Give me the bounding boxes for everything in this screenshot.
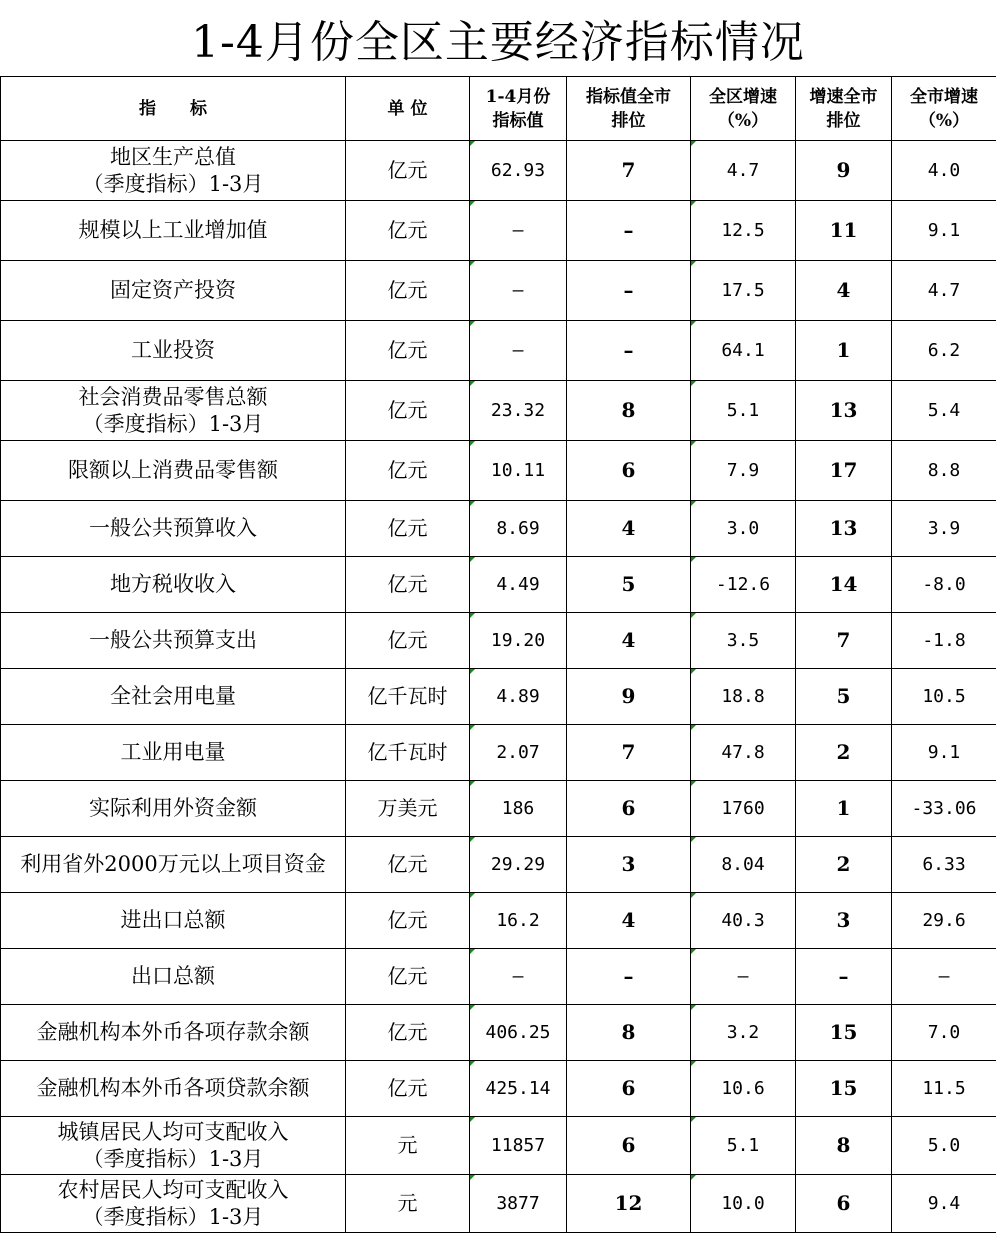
district-growth-cell: 3.0 — [691, 501, 796, 557]
indicator-name: 一般公共预算收入 — [1, 501, 346, 557]
growth-rank-cell: 1 — [796, 321, 892, 381]
city-growth-cell: 4.7 — [892, 261, 996, 321]
page-title: 1-4月份全区主要经济指标情况 — [191, 17, 805, 68]
unit-cell: 亿元 — [346, 1005, 470, 1061]
district-growth-cell: 10.6 — [691, 1061, 796, 1117]
value-cell: 8.69 — [470, 501, 567, 557]
value-cell: 62.93 — [470, 141, 567, 201]
district-growth-cell: 5.1 — [691, 381, 796, 441]
growth-rank-cell: 15 — [796, 1005, 892, 1061]
growth-rank-cell: 17 — [796, 441, 892, 501]
city-growth-cell: 9.1 — [892, 725, 996, 781]
city-growth-cell: 6.2 — [892, 321, 996, 381]
value-cell: – — [470, 949, 567, 1005]
unit-cell: 亿元 — [346, 381, 470, 441]
table-row — [1, 261, 996, 321]
value-rank-cell: – — [567, 261, 691, 321]
table-row — [1, 321, 996, 381]
district-growth-cell: 10.0 — [691, 1175, 796, 1233]
city-growth-cell: 9.1 — [892, 201, 996, 261]
value-rank-cell: 5 — [567, 557, 691, 613]
growth-rank-cell: 15 — [796, 1061, 892, 1117]
unit-cell: 亿元 — [346, 613, 470, 669]
indicator-name: 固定资产投资 — [1, 261, 346, 321]
growth-rank-cell: 13 — [796, 501, 892, 557]
growth-rank-cell: 5 — [796, 669, 892, 725]
table-row — [1, 381, 996, 441]
indicator-name: 地方税收收入 — [1, 557, 346, 613]
table-row — [1, 1061, 996, 1117]
unit-cell: 亿元 — [346, 261, 470, 321]
table-row — [1, 501, 996, 557]
value-rank-cell: 6 — [567, 1061, 691, 1117]
value-cell: – — [470, 261, 567, 321]
city-growth-cell: 3.9 — [892, 501, 996, 557]
value-rank-cell: 6 — [567, 781, 691, 837]
table-row — [1, 781, 996, 837]
header-city-growth: 全市增速 （%） — [892, 77, 996, 141]
growth-rank-cell: 9 — [796, 141, 892, 201]
header-value-rank: 指标值全市 排位 — [567, 77, 691, 141]
city-growth-cell: 5.0 — [892, 1117, 996, 1175]
district-growth-cell: -12.6 — [691, 557, 796, 613]
district-growth-cell: 5.1 — [691, 1117, 796, 1175]
value-rank-cell: 9 — [567, 669, 691, 725]
value-rank-cell: 4 — [567, 893, 691, 949]
growth-rank-cell: 6 — [796, 1175, 892, 1233]
value-rank-cell: 3 — [567, 837, 691, 893]
unit-cell: 亿元 — [346, 837, 470, 893]
unit-cell: 元 — [346, 1175, 470, 1233]
city-growth-cell: 9.4 — [892, 1175, 996, 1233]
city-growth-cell: – — [892, 949, 996, 1005]
growth-rank-cell: 14 — [796, 557, 892, 613]
value-rank-cell: 7 — [567, 141, 691, 201]
header-growth-rank: 增速全市 排位 — [796, 77, 892, 141]
unit-cell: 亿千瓦时 — [346, 669, 470, 725]
district-growth-cell: 17.5 — [691, 261, 796, 321]
district-growth-cell: 40.3 — [691, 893, 796, 949]
unit-cell: 亿元 — [346, 949, 470, 1005]
city-growth-cell: 8.8 — [892, 441, 996, 501]
unit-cell: 亿元 — [346, 441, 470, 501]
growth-rank-cell: – — [796, 949, 892, 1005]
indicator-name: 农村居民人均可支配收入 （季度指标）1-3月 — [1, 1175, 346, 1233]
value-cell: 425.14 — [470, 1061, 567, 1117]
growth-rank-cell: 2 — [796, 837, 892, 893]
city-growth-cell: 29.6 — [892, 893, 996, 949]
table-row — [1, 1005, 996, 1061]
value-rank-cell: 4 — [567, 613, 691, 669]
district-growth-cell: 64.1 — [691, 321, 796, 381]
indicator-name: 金融机构本外币各项贷款余额 — [1, 1061, 346, 1117]
value-cell: 23.32 — [470, 381, 567, 441]
value-cell: – — [470, 321, 567, 381]
unit-cell: 万美元 — [346, 781, 470, 837]
value-cell: 16.2 — [470, 893, 567, 949]
indicator-name: 利用省外2000万元以上项目资金 — [1, 837, 346, 893]
city-growth-cell: 7.0 — [892, 1005, 996, 1061]
table-row — [1, 949, 996, 1005]
growth-rank-cell: 7 — [796, 613, 892, 669]
unit-cell: 亿元 — [346, 501, 470, 557]
district-growth-cell: – — [691, 949, 796, 1005]
value-cell: 29.29 — [470, 837, 567, 893]
value-rank-cell: – — [567, 321, 691, 381]
value-cell: – — [470, 201, 567, 261]
value-rank-cell: 12 — [567, 1175, 691, 1233]
value-cell: 4.49 — [470, 557, 567, 613]
indicator-name: 限额以上消费品零售额 — [1, 441, 346, 501]
district-growth-cell: 12.5 — [691, 201, 796, 261]
value-rank-cell: – — [567, 949, 691, 1005]
city-growth-cell: -8.0 — [892, 557, 996, 613]
indicator-name: 工业用电量 — [1, 725, 346, 781]
growth-rank-cell: 1 — [796, 781, 892, 837]
table-row — [1, 1175, 996, 1233]
table-row — [1, 201, 996, 261]
indicator-name: 工业投资 — [1, 321, 346, 381]
table-row — [1, 1117, 996, 1175]
district-growth-cell: 8.04 — [691, 837, 796, 893]
district-growth-cell: 4.7 — [691, 141, 796, 201]
header-value: 1-4月份 指标值 — [470, 77, 567, 141]
city-growth-cell: 6.33 — [892, 837, 996, 893]
indicator-name: 全社会用电量 — [1, 669, 346, 725]
table-row — [1, 557, 996, 613]
growth-rank-cell: 2 — [796, 725, 892, 781]
table-row — [1, 725, 996, 781]
value-cell: 2.07 — [470, 725, 567, 781]
value-rank-cell: 8 — [567, 381, 691, 441]
header-district-growth: 全区增速 （%） — [691, 77, 796, 141]
city-growth-cell: 4.0 — [892, 141, 996, 201]
header-unit: 单 位 — [346, 77, 470, 141]
city-growth-cell: -33.06 — [892, 781, 996, 837]
district-growth-cell: 3.5 — [691, 613, 796, 669]
unit-cell: 亿元 — [346, 1061, 470, 1117]
indicator-name: 地区生产总值 （季度指标）1-3月 — [1, 141, 346, 201]
value-rank-cell: – — [567, 201, 691, 261]
unit-cell: 亿元 — [346, 201, 470, 261]
city-growth-cell: 11.5 — [892, 1061, 996, 1117]
unit-cell: 元 — [346, 1117, 470, 1175]
header-indicator: 指 标 — [1, 77, 346, 141]
district-growth-cell: 47.8 — [691, 725, 796, 781]
value-rank-cell: 6 — [567, 441, 691, 501]
unit-cell: 亿千瓦时 — [346, 725, 470, 781]
district-growth-cell: 1760 — [691, 781, 796, 837]
unit-cell: 亿元 — [346, 557, 470, 613]
table-row — [1, 613, 996, 669]
value-cell: 11857 — [470, 1117, 567, 1175]
value-cell: 186 — [470, 781, 567, 837]
growth-rank-cell: 13 — [796, 381, 892, 441]
city-growth-cell: 10.5 — [892, 669, 996, 725]
growth-rank-cell: 4 — [796, 261, 892, 321]
indicator-name: 一般公共预算支出 — [1, 613, 346, 669]
growth-rank-cell: 11 — [796, 201, 892, 261]
value-cell: 10.11 — [470, 441, 567, 501]
table-row — [1, 441, 996, 501]
growth-rank-cell: 3 — [796, 893, 892, 949]
indicator-name: 出口总额 — [1, 949, 346, 1005]
value-rank-cell: 6 — [567, 1117, 691, 1175]
growth-rank-cell: 8 — [796, 1117, 892, 1175]
indicator-name: 进出口总额 — [1, 893, 346, 949]
value-cell: 406.25 — [470, 1005, 567, 1061]
value-cell: 4.89 — [470, 669, 567, 725]
district-growth-cell: 18.8 — [691, 669, 796, 725]
district-growth-cell: 3.2 — [691, 1005, 796, 1061]
table-row — [1, 893, 996, 949]
value-rank-cell: 7 — [567, 725, 691, 781]
indicator-name: 金融机构本外币各项存款余额 — [1, 1005, 346, 1061]
unit-cell: 亿元 — [346, 893, 470, 949]
unit-cell: 亿元 — [346, 321, 470, 381]
value-rank-cell: 8 — [567, 1005, 691, 1061]
indicator-name: 实际利用外资金额 — [1, 781, 346, 837]
indicator-name: 城镇居民人均可支配收入 （季度指标）1-3月 — [1, 1117, 346, 1175]
indicator-name: 社会消费品零售总额 （季度指标）1-3月 — [1, 381, 346, 441]
indicator-table — [0, 76, 996, 1233]
indicator-name: 规模以上工业增加值 — [1, 201, 346, 261]
city-growth-cell: 5.4 — [892, 381, 996, 441]
table-row — [1, 837, 996, 893]
table-row — [1, 141, 996, 201]
unit-cell: 亿元 — [346, 141, 470, 201]
value-cell: 19.20 — [470, 613, 567, 669]
district-growth-cell: 7.9 — [691, 441, 796, 501]
value-rank-cell: 4 — [567, 501, 691, 557]
city-growth-cell: -1.8 — [892, 613, 996, 669]
header-row — [1, 77, 996, 141]
table-row — [1, 669, 996, 725]
value-cell: 3877 — [470, 1175, 567, 1233]
